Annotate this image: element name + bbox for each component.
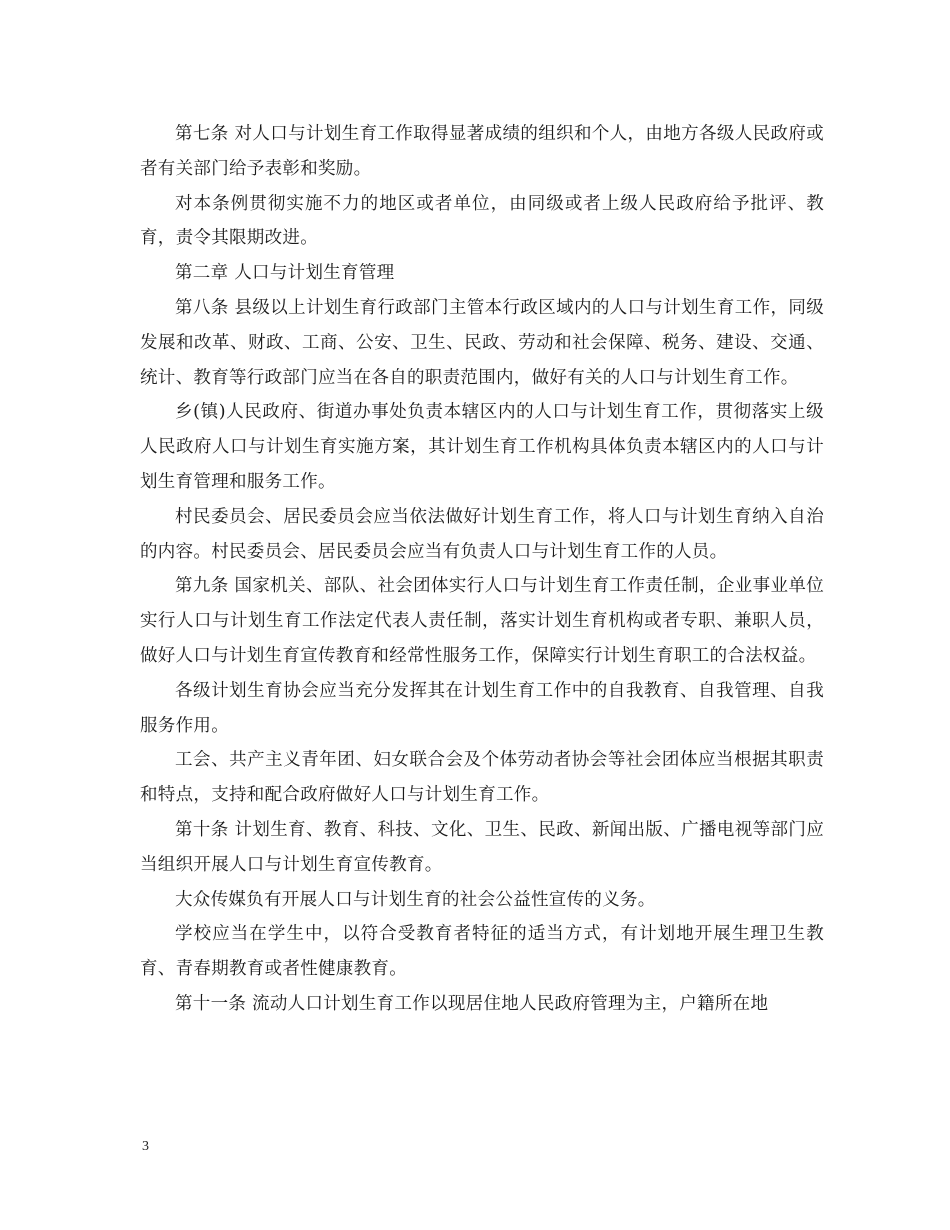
document-body [140, 117, 824, 1022]
paragraph-article-9-clause-2: 各级计划生育协会应当充分发挥其在计划生育工作中的自我教育、自我管理、自我服务作用。 [140, 680, 824, 736]
paragraph-article-7: 第七条 对人口与计划生育工作取得显著成绩的组织和个人，由地方各级人民政府或者有关部门给予表彰和奖励。 [140, 124, 824, 179]
paragraph-article-10-clause-2: 大众传媒负有开展人口与计划生育的社会公益性宣传的义务。 [175, 889, 656, 910]
page-number: 3 [142, 1139, 149, 1154]
chapter-2-heading: 第二章 人口与计划生育管理 [175, 263, 395, 284]
paragraph-article-11: 第十一条 流动人口计划生育工作以现居住地人民政府管理为主，户籍所在地 [175, 993, 769, 1014]
paragraph-article-10: 第十条 计划生育、教育、科技、文化、卫生、民政、新闻出版、广播电视等部门应当组织开展人口与计划生育宣传教育。 [140, 819, 824, 875]
paragraph-article-8-clause-2: 乡(镇)人民政府、街道办事处负责本辖区内的人口与计划生育工作，贯彻落实上级人民政府人口与计划生育实施方案，其计划生育工作机构具体负责本辖区内的人口与计划生育管理和服务工作。 [140, 402, 824, 492]
paragraph-article-8-clause-3: 村民委员会、居民委员会应当依法做好计划生育工作，将人口与计划生育纳入自治的内容。村民委员会、居民委员会应当有负责人口与计划生育工作的人员。 [140, 506, 824, 562]
paragraph-article-10-clause-3: 学校应当在学生中，以符合受教育者特征的适当方式，有计划地开展生理卫生教育、青春期教育或者性健康教育。 [140, 924, 824, 980]
paragraph-article-9: 第九条 国家机关、部队、社会团体实行人口与计划生育工作责任制，企业事业单位实行人口与计划生育工作法定代表人责任制，落实计划生育机构或者专职、兼职人员，做好人口与计划生育宣传教育和经常性服务工作，保障实行计划生育职工的合法权益。 [140, 576, 824, 666]
paragraph-article-7-clause-2: 对本条例贯彻实施不力的地区或者单位，由同级或者上级人民政府给予批评、教育，责令其限期改进。 [140, 193, 824, 249]
paragraph-article-9-clause-3: 工会、共产主义青年团、妇女联合会及个体劳动者协会等社会团体应当根据其职责和特点，支持和配合政府做好人口与计划生育工作。 [140, 750, 824, 806]
paragraph-article-8: 第八条 县级以上计划生育行政部门主管本行政区域内的人口与计划生育工作，同级发展和改革、财政、工商、公安、卫生、民政、劳动和社会保障、税务、建设、交通、统计、教育等行政部门应当在各自的职责范围内，做好有关的人口与计划生育工作。 [140, 297, 824, 388]
